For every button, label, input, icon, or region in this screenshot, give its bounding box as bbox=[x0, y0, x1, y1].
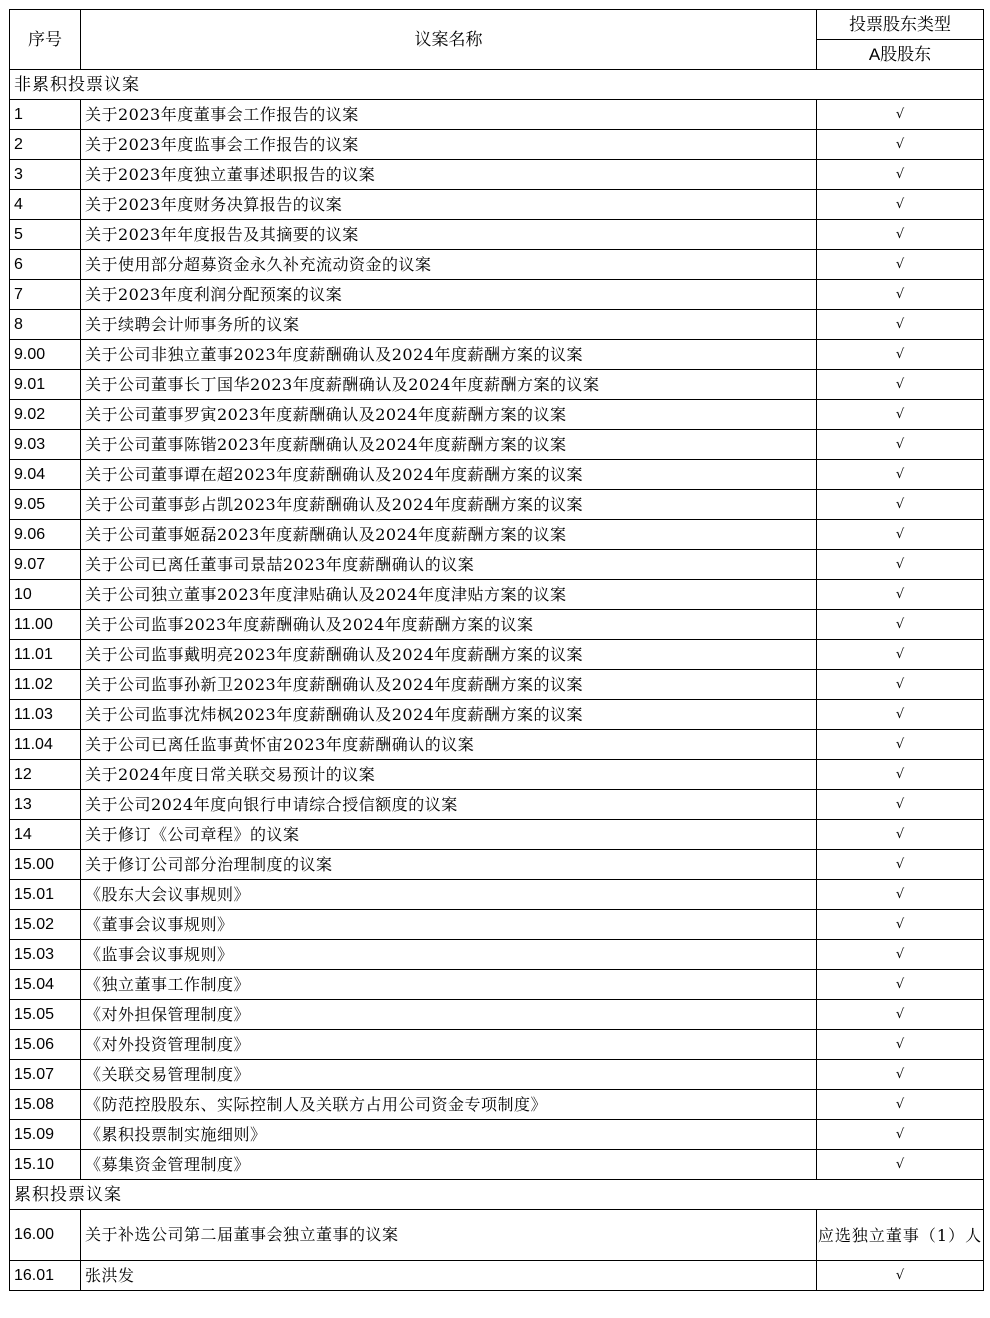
row-number: 4 bbox=[10, 190, 81, 220]
table-row bbox=[10, 310, 984, 340]
vote-check: √ bbox=[817, 130, 984, 160]
proposal-name: 《股东大会议事规则》 bbox=[81, 880, 817, 910]
row-number: 1 bbox=[10, 100, 81, 130]
table-row bbox=[10, 970, 984, 1000]
vote-check: √ bbox=[817, 610, 984, 640]
row-number: 9.05 bbox=[10, 490, 81, 520]
section-title: 非累积投票议案 bbox=[10, 70, 984, 100]
row-number: 7 bbox=[10, 280, 81, 310]
vote-check: √ bbox=[817, 940, 984, 970]
table-row bbox=[10, 160, 984, 190]
table-row bbox=[10, 280, 984, 310]
table-row bbox=[10, 1000, 984, 1030]
row-number: 9.07 bbox=[10, 550, 81, 580]
table-row bbox=[10, 640, 984, 670]
row-number: 2 bbox=[10, 130, 81, 160]
header-shareholder: A股股东 bbox=[817, 40, 984, 70]
row-number: 15.10 bbox=[10, 1150, 81, 1180]
table-row bbox=[10, 490, 984, 520]
proposal-name: 关于使用部分超募资金永久补充流动资金的议案 bbox=[81, 250, 817, 280]
row-number: 9.06 bbox=[10, 520, 81, 550]
vote-note: 应选独立董事（1）人 bbox=[817, 1210, 984, 1261]
proposal-name: 关于修订公司部分治理制度的议案 bbox=[81, 850, 817, 880]
vote-check: √ bbox=[817, 370, 984, 400]
row-number: 16.00 bbox=[10, 1210, 81, 1261]
table-row bbox=[10, 550, 984, 580]
table-row bbox=[10, 520, 984, 550]
table-row bbox=[10, 790, 984, 820]
proposal-name: 《监事会议事规则》 bbox=[81, 940, 817, 970]
row-number: 8 bbox=[10, 310, 81, 340]
table-row bbox=[10, 1090, 984, 1120]
table-row bbox=[10, 400, 984, 430]
vote-check: √ bbox=[817, 400, 984, 430]
row-number: 15.08 bbox=[10, 1090, 81, 1120]
vote-check: √ bbox=[817, 580, 984, 610]
row-number: 15.05 bbox=[10, 1000, 81, 1030]
table-row bbox=[10, 130, 984, 160]
row-number: 15.02 bbox=[10, 910, 81, 940]
row-number: 11.01 bbox=[10, 640, 81, 670]
vote-check: √ bbox=[817, 640, 984, 670]
table-row bbox=[10, 670, 984, 700]
row-number: 9.02 bbox=[10, 400, 81, 430]
proposal-name: 关于2023年度董事会工作报告的议案 bbox=[81, 100, 817, 130]
table-row bbox=[10, 1261, 984, 1291]
row-number: 5 bbox=[10, 220, 81, 250]
row-number: 14 bbox=[10, 820, 81, 850]
table-row bbox=[10, 430, 984, 460]
proposal-name: 关于公司2024年度向银行申请综合授信额度的议案 bbox=[81, 790, 817, 820]
row-number: 15.01 bbox=[10, 880, 81, 910]
row-number: 11.00 bbox=[10, 610, 81, 640]
table-row bbox=[10, 1210, 984, 1261]
proposal-name: 关于公司董事姬磊2023年度薪酬确认及2024年度薪酬方案的议案 bbox=[81, 520, 817, 550]
proposal-name: 关于公司监事沈炜枫2023年度薪酬确认及2024年度薪酬方案的议案 bbox=[81, 700, 817, 730]
proposal-name: 《对外担保管理制度》 bbox=[81, 1000, 817, 1030]
vote-check: √ bbox=[817, 760, 984, 790]
proposal-name: 《关联交易管理制度》 bbox=[81, 1060, 817, 1090]
vote-check: √ bbox=[817, 1030, 984, 1060]
row-number: 3 bbox=[10, 160, 81, 190]
proposal-name: 关于公司监事2023年度薪酬确认及2024年度薪酬方案的议案 bbox=[81, 610, 817, 640]
proposal-name: 关于公司已离任董事司景喆2023年度薪酬确认的议案 bbox=[81, 550, 817, 580]
table-row bbox=[10, 580, 984, 610]
row-number: 9.01 bbox=[10, 370, 81, 400]
vote-check: √ bbox=[817, 790, 984, 820]
vote-check: √ bbox=[817, 1261, 984, 1291]
vote-check: √ bbox=[817, 220, 984, 250]
proposal-name: 关于2023年度财务决算报告的议案 bbox=[81, 190, 817, 220]
vote-check: √ bbox=[817, 430, 984, 460]
row-number: 15.03 bbox=[10, 940, 81, 970]
proposal-name: 关于公司独立董事2023年度津贴确认及2024年度津贴方案的议案 bbox=[81, 580, 817, 610]
vote-check: √ bbox=[817, 280, 984, 310]
vote-check: √ bbox=[817, 850, 984, 880]
row-number: 11.04 bbox=[10, 730, 81, 760]
proposal-name: 关于补选公司第二届董事会独立董事的议案 bbox=[81, 1210, 817, 1261]
table-row bbox=[10, 820, 984, 850]
table-row bbox=[10, 910, 984, 940]
vote-check: √ bbox=[817, 1090, 984, 1120]
vote-check: √ bbox=[817, 700, 984, 730]
proposal-name: 关于2024年度日常关联交易预计的议案 bbox=[81, 760, 817, 790]
proposal-name: 关于公司董事彭占凯2023年度薪酬确认及2024年度薪酬方案的议案 bbox=[81, 490, 817, 520]
row-number: 11.03 bbox=[10, 700, 81, 730]
proposal-name: 《累积投票制实施细则》 bbox=[81, 1120, 817, 1150]
proposal-name: 《对外投资管理制度》 bbox=[81, 1030, 817, 1060]
vote-check: √ bbox=[817, 100, 984, 130]
proposal-table bbox=[9, 9, 984, 1291]
table-row bbox=[10, 370, 984, 400]
table-row bbox=[10, 1060, 984, 1090]
vote-check: √ bbox=[817, 190, 984, 220]
table-row bbox=[10, 940, 984, 970]
proposal-name: 关于2023年度利润分配预案的议案 bbox=[81, 280, 817, 310]
vote-check: √ bbox=[817, 1000, 984, 1030]
row-number: 16.01 bbox=[10, 1261, 81, 1291]
proposal-name: 关于续聘会计师事务所的议案 bbox=[81, 310, 817, 340]
row-number: 13 bbox=[10, 790, 81, 820]
header-name: 议案名称 bbox=[81, 10, 817, 70]
proposal-name: 关于2023年年度报告及其摘要的议案 bbox=[81, 220, 817, 250]
header-vote-type: 投票股东类型 bbox=[817, 10, 984, 40]
table-row bbox=[10, 250, 984, 280]
table-row bbox=[10, 1030, 984, 1060]
proposal-name: 《募集资金管理制度》 bbox=[81, 1150, 817, 1180]
row-number: 15.07 bbox=[10, 1060, 81, 1090]
vote-check: √ bbox=[817, 490, 984, 520]
row-number: 15.04 bbox=[10, 970, 81, 1000]
vote-check: √ bbox=[817, 160, 984, 190]
proposal-name: 关于2023年度监事会工作报告的议案 bbox=[81, 130, 817, 160]
table-row bbox=[10, 460, 984, 490]
row-number: 6 bbox=[10, 250, 81, 280]
proposal-name: 关于公司非独立董事2023年度薪酬确认及2024年度薪酬方案的议案 bbox=[81, 340, 817, 370]
table-body bbox=[10, 70, 984, 1291]
vote-check: √ bbox=[817, 910, 984, 940]
header-num: 序号 bbox=[10, 10, 81, 70]
proposal-name: 关于修订《公司章程》的议案 bbox=[81, 820, 817, 850]
proposal-name: 关于公司董事长丁国华2023年度薪酬确认及2024年度薪酬方案的议案 bbox=[81, 370, 817, 400]
vote-check: √ bbox=[817, 1060, 984, 1090]
vote-check: √ bbox=[817, 250, 984, 280]
table-row bbox=[10, 1120, 984, 1150]
row-number: 11.02 bbox=[10, 670, 81, 700]
proposal-name: 关于公司已离任监事黄怀宙2023年度薪酬确认的议案 bbox=[81, 730, 817, 760]
table-row bbox=[10, 610, 984, 640]
proposal-name: 《董事会议事规则》 bbox=[81, 910, 817, 940]
proposal-name: 关于公司董事陈锴2023年度薪酬确认及2024年度薪酬方案的议案 bbox=[81, 430, 817, 460]
proposal-name: 关于公司监事戴明亮2023年度薪酬确认及2024年度薪酬方案的议案 bbox=[81, 640, 817, 670]
table-row bbox=[10, 100, 984, 130]
proposal-name: 张洪发 bbox=[81, 1261, 817, 1291]
proposal-name: 关于公司监事孙新卫2023年度薪酬确认及2024年度薪酬方案的议案 bbox=[81, 670, 817, 700]
row-number: 15.06 bbox=[10, 1030, 81, 1060]
vote-check: √ bbox=[817, 550, 984, 580]
table-row bbox=[10, 340, 984, 370]
vote-check: √ bbox=[817, 820, 984, 850]
vote-check: √ bbox=[817, 730, 984, 760]
row-number: 12 bbox=[10, 760, 81, 790]
vote-check: √ bbox=[817, 310, 984, 340]
vote-check: √ bbox=[817, 970, 984, 1000]
table-row bbox=[10, 850, 984, 880]
table-row bbox=[10, 760, 984, 790]
table-row bbox=[10, 190, 984, 220]
table-row bbox=[10, 220, 984, 250]
proposal-name: 关于公司董事谭在超2023年度薪酬确认及2024年度薪酬方案的议案 bbox=[81, 460, 817, 490]
proposal-name: 关于2023年度独立董事述职报告的议案 bbox=[81, 160, 817, 190]
row-number: 9.00 bbox=[10, 340, 81, 370]
table-row bbox=[10, 1150, 984, 1180]
section-title: 累积投票议案 bbox=[10, 1180, 984, 1210]
row-number: 9.03 bbox=[10, 430, 81, 460]
row-number: 15.09 bbox=[10, 1120, 81, 1150]
table-row bbox=[10, 700, 984, 730]
vote-check: √ bbox=[817, 1120, 984, 1150]
vote-check: √ bbox=[817, 340, 984, 370]
row-number: 9.04 bbox=[10, 460, 81, 490]
proposal-name: 关于公司董事罗寅2023年度薪酬确认及2024年度薪酬方案的议案 bbox=[81, 400, 817, 430]
section-row bbox=[10, 70, 984, 100]
vote-check: √ bbox=[817, 460, 984, 490]
vote-check: √ bbox=[817, 520, 984, 550]
vote-check: √ bbox=[817, 1150, 984, 1180]
section-row bbox=[10, 1180, 984, 1210]
row-number: 10 bbox=[10, 580, 81, 610]
table-row bbox=[10, 880, 984, 910]
proposal-name: 《独立董事工作制度》 bbox=[81, 970, 817, 1000]
row-number: 15.00 bbox=[10, 850, 81, 880]
vote-check: √ bbox=[817, 670, 984, 700]
vote-check: √ bbox=[817, 880, 984, 910]
table-row bbox=[10, 730, 984, 760]
proposal-name: 《防范控股股东、实际控制人及关联方占用公司资金专项制度》 bbox=[81, 1090, 817, 1120]
